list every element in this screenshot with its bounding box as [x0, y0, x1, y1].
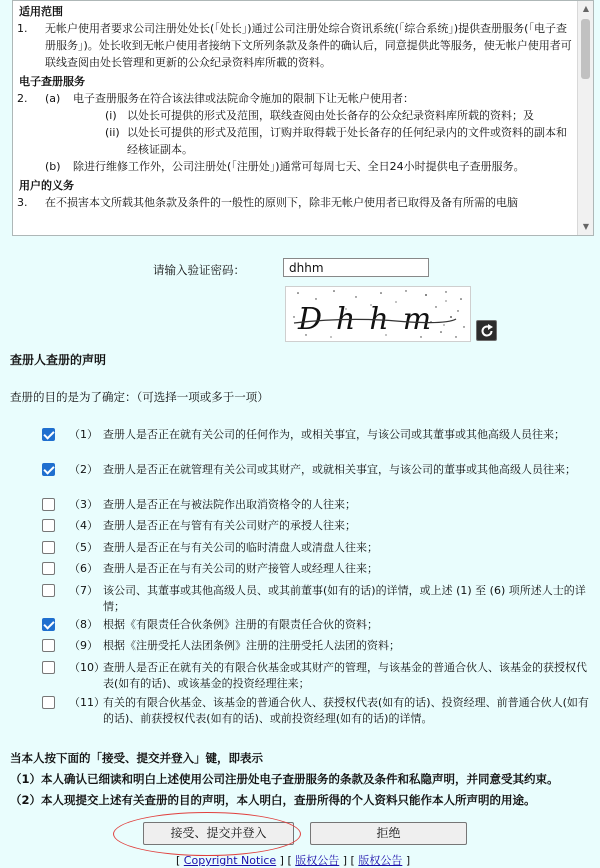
declaration-checkbox[interactable]	[42, 541, 55, 554]
declaration-item[interactable]	[42, 427, 598, 443]
terms-heading-service: 电子查册服务	[19, 75, 85, 88]
declaration-item-number: （9）	[69, 639, 98, 652]
footer-separator: ] [	[339, 854, 359, 867]
terms-subsub-i	[45, 107, 575, 124]
declaration-item-text: 该公司、其董事或其他高级人员、或其前董事(如有的话)的详情，或上述 (1) 至 (6) 项所述人士的详情；	[103, 584, 586, 613]
reject-button[interactable]: 拒绝	[310, 822, 467, 845]
declaration-item-text: 查册人是否正在与管有有关公司财产的承授人往来；	[103, 519, 356, 532]
refresh-icon	[479, 323, 495, 339]
declaration-item[interactable]	[42, 561, 598, 577]
captcha-label: 请输入验证密码：	[153, 263, 245, 277]
terms-sub-b	[45, 158, 575, 175]
terms-subsub-text: 以处长可提供的形式及范围，订购并取得载于处长备存的任何纪录内的文件或资料的副本和经核证副本。	[127, 126, 567, 156]
footer-separator: ] [	[276, 854, 296, 867]
terms-content	[17, 1, 575, 235]
declaration-item[interactable]	[42, 583, 598, 615]
copyright-notice-tc-link[interactable]: 版权公告	[358, 854, 403, 867]
declaration-item-number: （2）	[69, 463, 98, 476]
captcha-image	[285, 286, 471, 342]
declaration-checkbox[interactable]	[42, 562, 55, 575]
declaration-item-text: 根据《注册受托人法团条例》注册的注册受托人法团的资料；	[103, 639, 400, 652]
declaration-item-text: 查册人是否正在与被法院作出取消资格令的人往来；	[103, 498, 356, 511]
declaration-item-number: （3）	[69, 498, 98, 511]
captcha-text: Dhhm	[298, 302, 446, 337]
declaration-checkbox[interactable]	[42, 584, 55, 597]
terms-item-num: 3.	[17, 196, 28, 209]
terms-scrollbar[interactable]	[577, 1, 593, 235]
declaration-checkbox[interactable]	[42, 661, 55, 674]
terms-item-1	[17, 20, 575, 71]
terms-item-3	[17, 194, 575, 211]
declaration-item[interactable]	[42, 497, 598, 513]
declaration-item-text: 查册人是否正在与有关公司的临时清盘人或清盘人往来；	[103, 541, 378, 554]
agreement-point-2: （2）本人现提交上述有关查册的目的声明，本人明白，查册所得的个人资料只能作本人所声明的用途。	[10, 793, 536, 807]
declaration-checkbox[interactable]	[42, 696, 55, 709]
terms-item-num: 2.	[17, 92, 28, 105]
terms-subsub-ii	[45, 124, 575, 158]
scroll-down-arrow-icon[interactable]: ▼	[582, 222, 590, 231]
declaration-item-number: （6）	[69, 562, 98, 575]
declaration-item[interactable]	[42, 617, 598, 633]
declaration-item-text: 根据《有限责任合伙条例》注册的有限责任合伙的资料；	[103, 618, 378, 631]
declaration-checkbox[interactable]	[42, 639, 55, 652]
terms-item-text: 无帐户使用者要求公司注册处处长(「处长」)通过公司注册处综合资讯系统(「综合系统」)提供查册服务(「电子查册服务」)。处长收到无帐户使用者接纳下文所列条款及条件的确认后，同意提供此等服务，使无帐户使用者可联线查阅由处长管理和更新的公众纪录资料库所載的资料。	[45, 22, 572, 69]
declaration-item-text: 查册人是否正在就有关公司的任何作为，或相关事宜，与该公司或其董事或其他高级人员往来；	[103, 428, 565, 441]
terms-sub-label: (a)	[45, 92, 61, 105]
copyright-notice-link[interactable]: Copyright Notice	[183, 854, 277, 867]
copyright-notice-sc-link[interactable]: 版权公告	[295, 854, 340, 867]
declaration-item[interactable]	[42, 638, 598, 654]
declaration-item-number: （1）	[69, 428, 98, 441]
terms-sub-text: 除进行维修工作外，公司注册处(「注册处」)通常可每周七天、全日24小时提供电子查册服务。	[73, 160, 525, 173]
accept-submit-login-button[interactable]: 接受、提交并登入	[143, 822, 294, 845]
terms-box[interactable]	[12, 0, 594, 236]
terms-subsub-label: (ii)	[105, 126, 120, 139]
terms-item-num: 1.	[17, 22, 28, 35]
declaration-item-text: 查册人是否正在就有关的有限合伙基金或其财产的管理，与该基金的普通合伙人、该基金的获授权代表(如有的话)、或该基金的投资经理往来；	[103, 661, 587, 690]
agreement-intro: 当本人按下面的「接受、提交并登入」键，即表示	[10, 751, 263, 765]
declaration-item-number: （11）	[69, 696, 105, 709]
declaration-item[interactable]	[42, 540, 598, 556]
declaration-item[interactable]	[42, 462, 598, 478]
terms-item-body	[45, 90, 575, 175]
agreement-text	[10, 748, 559, 811]
declaration-checkbox[interactable]	[42, 428, 55, 441]
footer-links	[176, 852, 410, 868]
scroll-thumb[interactable]	[581, 19, 590, 79]
declaration-item-text: 查册人是否正在就管理有关公司或其财产，或就相关事宜，与该公司的董事或其他高级人员往来；	[103, 463, 576, 476]
footer-bracket-open: [	[176, 854, 184, 867]
terms-heading-obligations: 用户的义务	[19, 179, 74, 192]
declaration-title: 查册人查册的声明	[10, 353, 107, 367]
refresh-captcha-button[interactable]	[476, 320, 497, 341]
declaration-checkbox[interactable]	[42, 498, 55, 511]
declaration-item-number: （4）	[69, 519, 98, 532]
declaration-item-number: （10）	[69, 661, 105, 674]
declaration-item-number: （5）	[69, 541, 98, 554]
terms-heading-scope: 适用范围	[19, 5, 63, 18]
terms-item-2	[17, 90, 575, 175]
terms-subsub-label: (i)	[105, 109, 117, 122]
declaration-item-number: （8）	[69, 618, 98, 631]
declaration-item-text: 查册人是否正在与有关公司的财产接管人或经理人往来；	[103, 562, 378, 575]
declaration-item-text: 有关的有限合伙基金、该基金的普通合伙人、获授权代表(如有的话)、投资经理、前普通合伙人(如有的话)、前获授权代表(如有的话)、或前投资经理(如有的话)的详情。	[103, 696, 589, 725]
terms-sub-a	[45, 90, 575, 107]
terms-sub-label: (b)	[45, 160, 61, 173]
declaration-item[interactable]	[42, 660, 598, 692]
terms-item-text: 在不损害本文所载其他条款及条件的一般性的原则下，除非无帐户使用者已取得及备有所需的电脑	[45, 196, 518, 209]
declaration-item-number: （7）	[69, 584, 98, 597]
declaration-checkbox[interactable]	[42, 463, 55, 476]
declaration-item[interactable]	[42, 695, 598, 727]
terms-sub-text: 电子查册服务在符合该法律或法院命令施加的限制下让无帐户使用者：	[73, 92, 414, 105]
terms-subsub-text: 以处长可提供的形式及范围，联线查阅由处长备存的公众纪录资料库所载的资料；及	[127, 109, 534, 122]
footer-bracket-close: ]	[402, 854, 411, 867]
captcha-input[interactable]	[283, 258, 429, 277]
declaration-checkbox[interactable]	[42, 618, 55, 631]
declaration-item[interactable]	[42, 518, 598, 534]
scroll-up-arrow-icon[interactable]: ▲	[582, 4, 590, 13]
agreement-point-1: （1）本人确认已细读和明白上述使用公司注册处电子查册服务的条款及条件和私隐声明，并同意受其约束。	[10, 772, 559, 786]
declaration-purpose: 查册的目的是为了确定：（可选择一项或多于一项）	[10, 390, 269, 404]
declaration-checkbox[interactable]	[42, 519, 55, 532]
